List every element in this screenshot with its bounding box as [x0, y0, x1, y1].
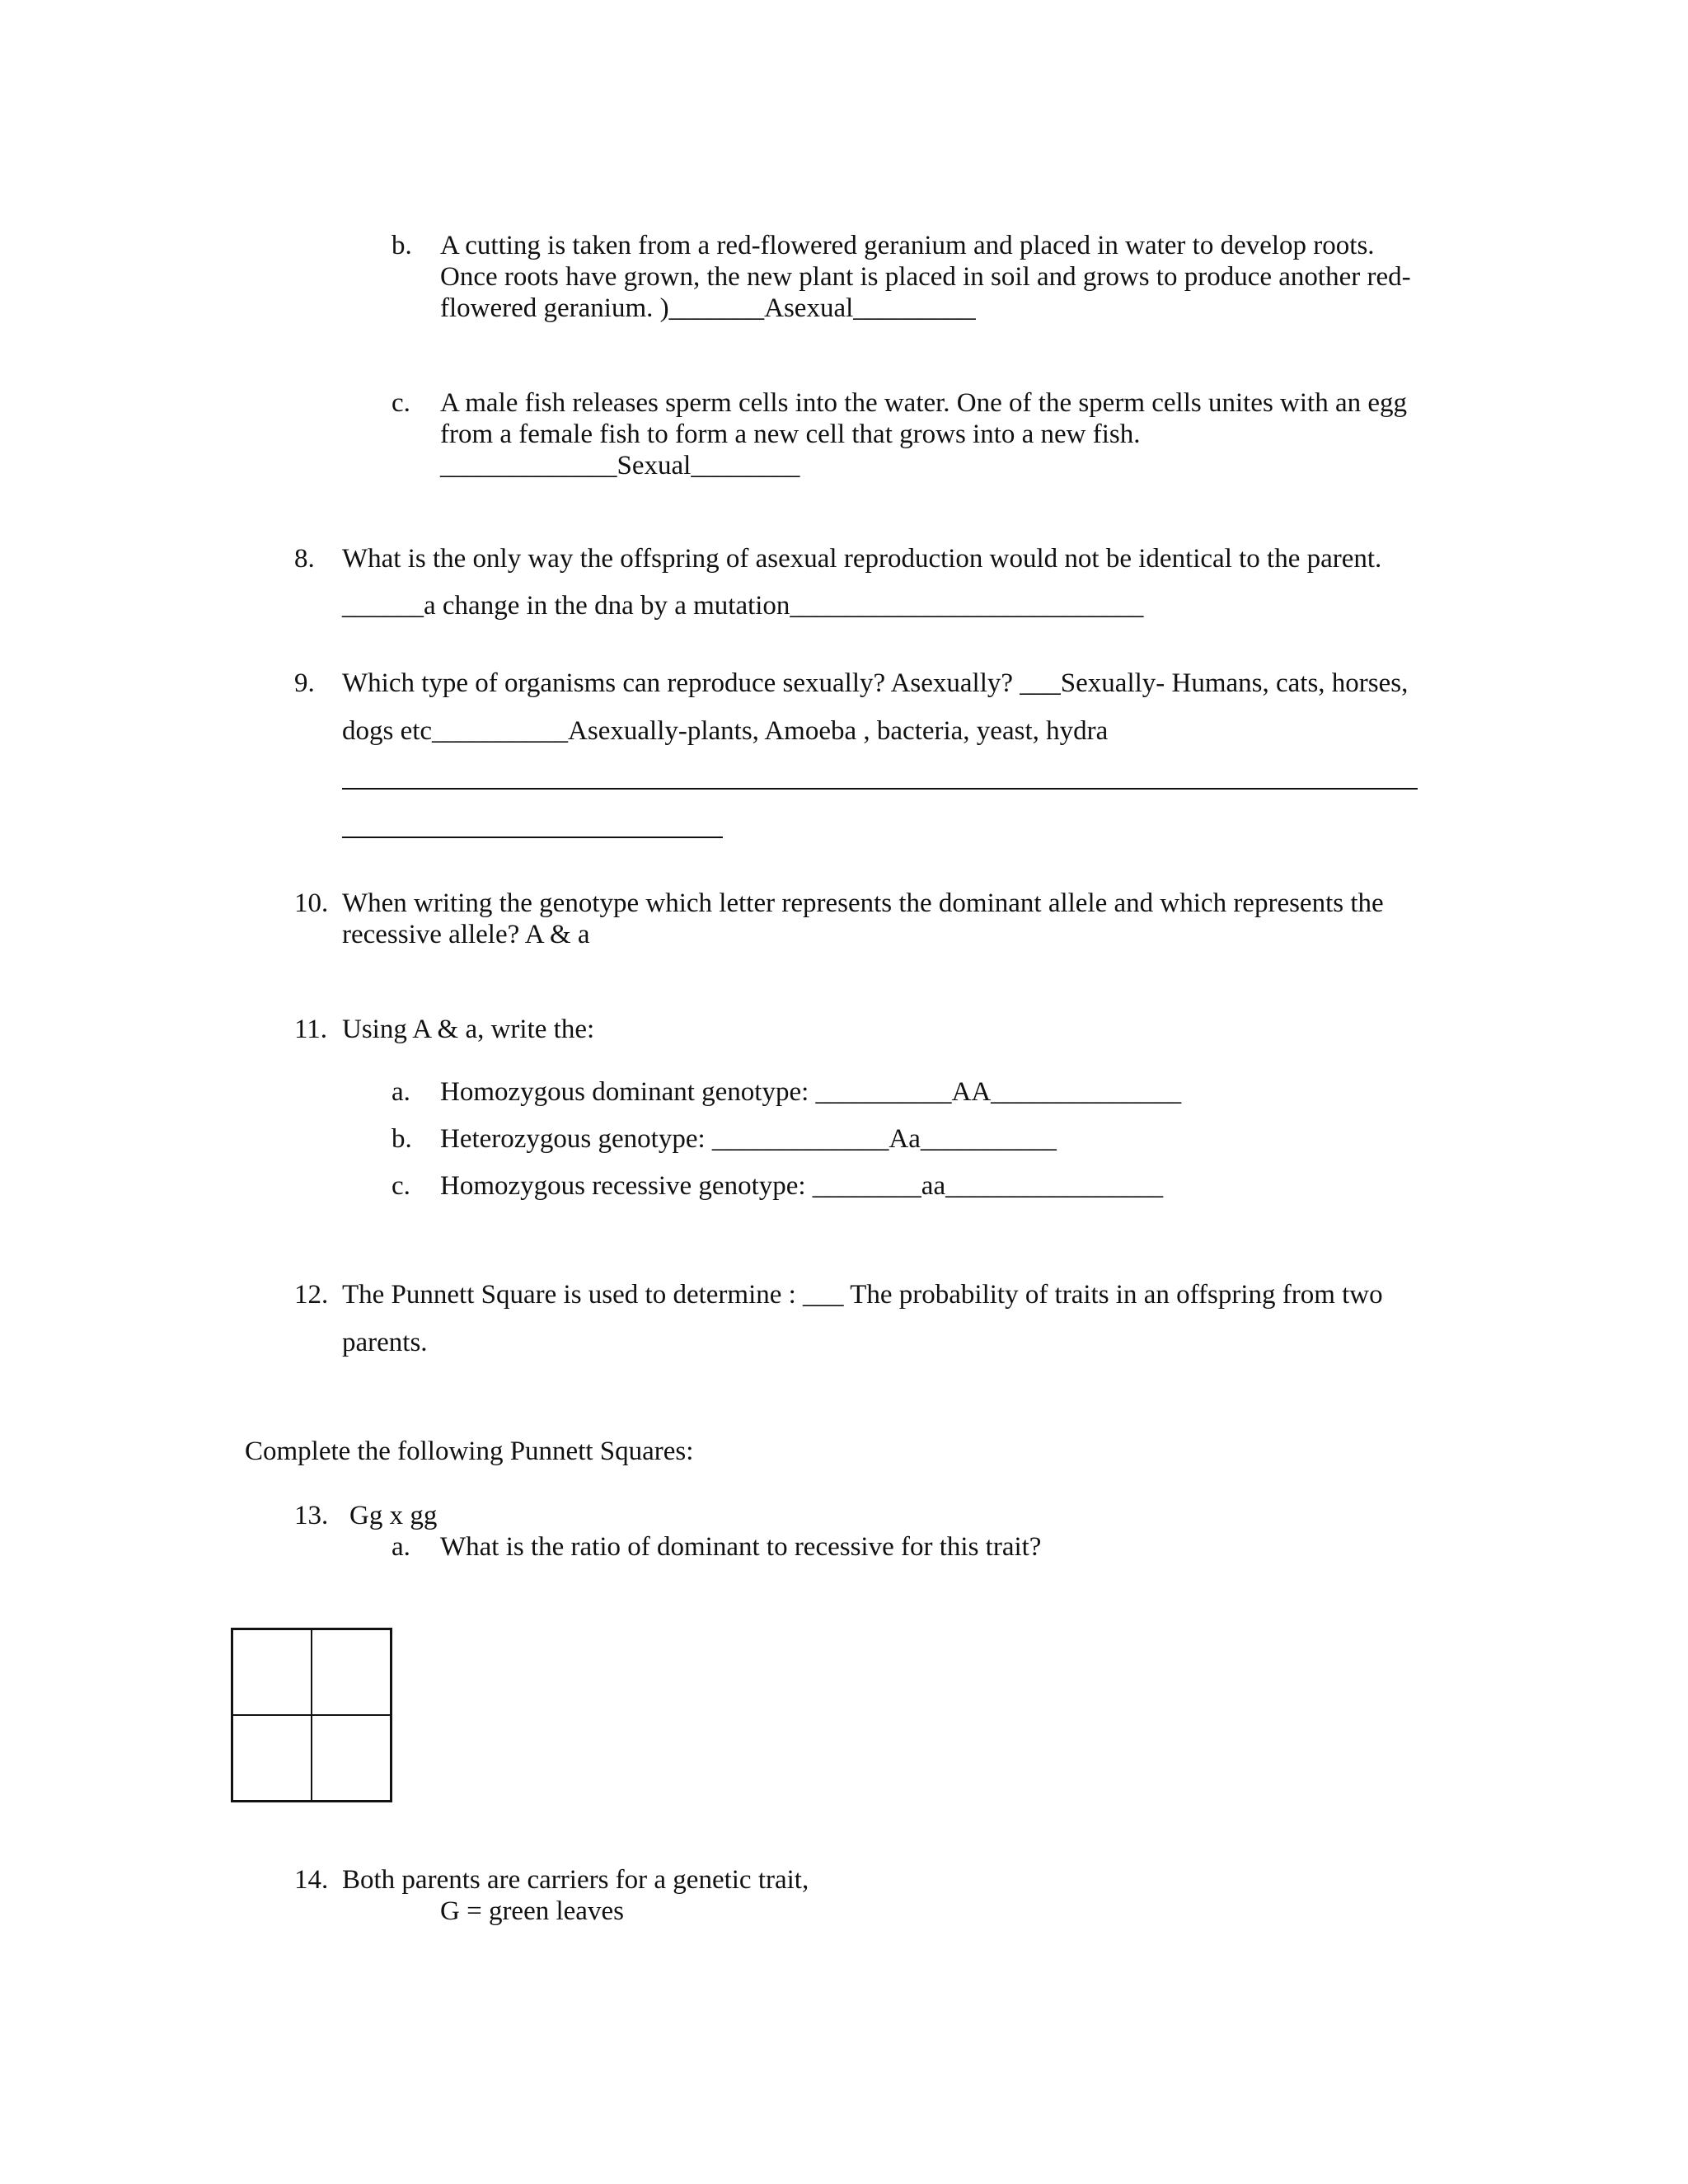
q11-item-text: Heterozygous genotype: _____________Aa__________ — [440, 1124, 1057, 1154]
q10-line-2: recessive allele? A & a — [342, 920, 590, 949]
q7b-letter: b. — [392, 231, 412, 260]
q11-item-text: Homozygous dominant genotype: __________AA______________ — [440, 1077, 1182, 1107]
q9-blank-line-2 — [342, 837, 723, 838]
punnett-cell-top-right[interactable] — [312, 1629, 391, 1715]
q9-line-1: Which type of organisms can reproduce sexually? Asexually? ___Sexually- Humans, cats, horses, — [342, 668, 1409, 698]
q7c-line-1: A male fish releases sperm cells into the water. One of the sperm cells unites with an egg — [440, 388, 1407, 418]
q11-item-letter: b. — [392, 1124, 412, 1154]
q13-cross: Gg x gg — [349, 1501, 438, 1530]
section-heading: Complete the following Punnett Squares: — [245, 1436, 694, 1466]
q12-number: 12. — [294, 1280, 329, 1310]
q13-number: 13. — [294, 1501, 329, 1530]
q11-number: 11. — [294, 1015, 328, 1044]
q7b-answer-line: flowered geranium. )_______Asexual_________ — [440, 293, 976, 323]
punnett-cell-bottom-right[interactable] — [312, 1715, 391, 1801]
q10-number: 10. — [294, 888, 329, 918]
q9-blank-line-1 — [342, 788, 1418, 790]
punnett-cell-top-left[interactable] — [232, 1629, 312, 1715]
q10-line-1: When writing the genotype which letter represents the dominant allele and which represents the — [342, 888, 1384, 918]
q14-number: 14. — [294, 1865, 329, 1895]
q11-item-letter: a. — [392, 1077, 410, 1107]
q7c-line-2: from a female fish to form a new cell that grows into a new fish. — [440, 419, 1141, 449]
q14-line-2: G = green leaves — [440, 1896, 624, 1926]
q7b-line-2: Once roots have grown, the new plant is placed in soil and grows to produce another red- — [440, 262, 1411, 292]
q7c-answer-line: _____________Sexual________ — [440, 451, 800, 480]
q13-sub-letter: a. — [392, 1532, 410, 1562]
q8-question: What is the only way the offspring of asexual reproduction would not be identical to the parent. — [342, 544, 1382, 574]
punnett-square — [231, 1628, 392, 1802]
q13-sub-question: What is the ratio of dominant to recessive for this trait? — [440, 1532, 1042, 1562]
q9-line-2: dogs etc__________Asexually-plants, Amoeba , bacteria, yeast, hydra — [342, 716, 1109, 746]
q8-number: 8. — [294, 544, 315, 574]
q7b-line-1: A cutting is taken from a red-flowered geranium and placed in water to develop roots. — [440, 231, 1375, 260]
q12-line-2: parents. — [342, 1328, 428, 1357]
q11-prompt: Using A & a, write the: — [342, 1015, 595, 1044]
punnett-cell-bottom-left[interactable] — [232, 1715, 312, 1801]
q9-number: 9. — [294, 668, 315, 698]
q8-answer: ______a change in the dna by a mutation__________________________ — [342, 591, 1144, 621]
q14-line-1: Both parents are carriers for a genetic trait, — [342, 1865, 809, 1895]
q7c-letter: c. — [392, 388, 410, 418]
q11-item-letter: c. — [392, 1171, 410, 1201]
q11-item-text: Homozygous recessive genotype: ________aa________________ — [440, 1171, 1164, 1201]
q12-line-1: The Punnett Square is used to determine : ___ The probability of traits in an offspring from two — [342, 1280, 1383, 1310]
